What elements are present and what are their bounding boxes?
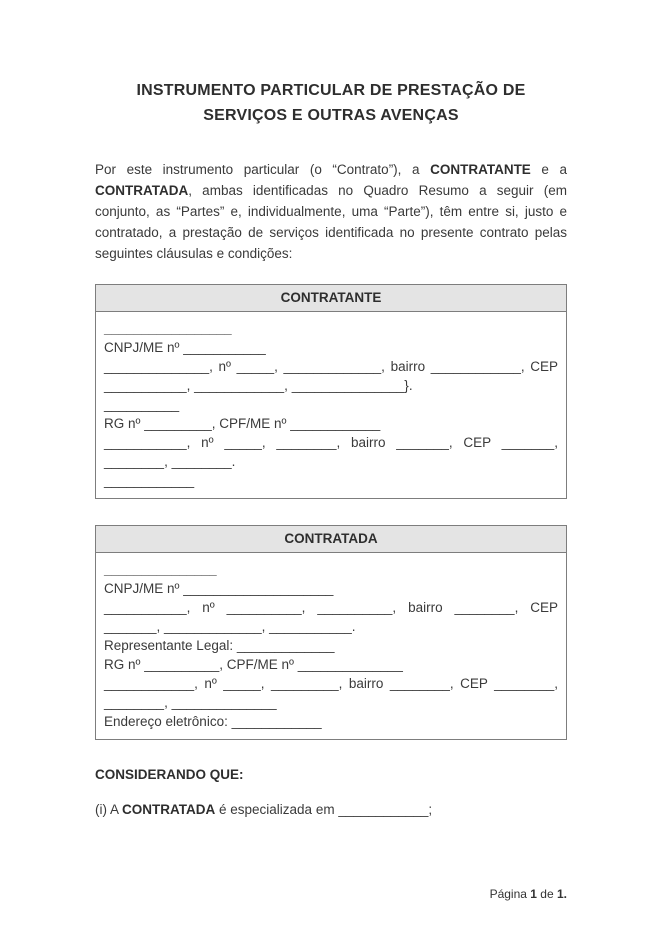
contratada-box-header: CONTRATADA: [96, 526, 566, 553]
intro-text: , ambas identificadas no Quadro Resumo a seguir (em conjunto, as “Partes” e, individualmente, uma “Parte”), têm entre si, justo e contratado, a prestação de serviços identificada no presente contrato pelas seguintes cláusulas e condições:: [95, 183, 567, 261]
clause-i: [95, 802, 567, 817]
contratada-cnpj-line: CNPJ/ME nº ____________________: [104, 581, 334, 596]
footer-label: Página: [489, 887, 531, 901]
clause-i-term-contratada: CONTRATADA: [122, 802, 216, 817]
contratante-box: [95, 284, 567, 499]
contratante-address-line-2: ___________, nº _____, ________, bairro _______, CEP _______, ________, ________.: [104, 435, 558, 469]
document-content: [95, 78, 567, 817]
contratada-address-line: ___________, nº __________, __________, bairro ________, CEP _______, _____________, ___________.: [104, 600, 558, 634]
document-title-line1: INSTRUMENTO PARTICULAR DE PRESTAÇÃO DE: [136, 82, 526, 99]
intro-text: e a: [530, 162, 567, 177]
contratante-box-header: CONTRATANTE: [96, 285, 566, 312]
footer-current-page: 1: [530, 887, 537, 901]
contratante-box-body: [96, 312, 566, 498]
contratada-box: [95, 525, 567, 740]
footer-period: .: [563, 887, 567, 901]
intro-text: Por este instrumento particular (o “Contrato”), a: [95, 162, 431, 177]
contratada-box-body: [96, 553, 566, 739]
contratada-address-line-2: ____________, nº _____, _________, bairro ________, CEP ________, ________, ______________: [104, 676, 558, 710]
intro-term-contratada: CONTRATADA: [95, 183, 189, 198]
contratante-blank-line-2: ____________: [104, 473, 195, 488]
clause-i-text: (i) A: [95, 802, 123, 817]
document-title: [95, 78, 567, 128]
contratante-name-blank-line: _________________: [104, 321, 232, 336]
intro-paragraph: [95, 159, 567, 264]
footer-total-pages: 1: [556, 887, 564, 901]
contratada-email-line: Endereço eletrônico: ____________: [104, 714, 322, 729]
intro-term-contratante: CONTRATANTE: [430, 162, 531, 177]
contratante-blank-line: __________: [104, 397, 180, 412]
contratante-cnpj-line: CNPJ/ME nº ___________: [104, 340, 266, 355]
contratada-rg-cpf-line: RG nº __________, CPF/ME nº ______________: [104, 657, 403, 672]
contratada-representante-line: Representante Legal: _____________: [104, 638, 335, 653]
page-footer: [490, 887, 567, 901]
clause-i-text-end: é especializada em ____________;: [215, 802, 433, 817]
document-title-line2: SERVIÇOS E OUTRAS AVENÇAS: [203, 107, 459, 124]
considerando-heading: CONSIDERANDO QUE:: [95, 767, 244, 782]
contratante-rg-cpf-line: RG nº _________, CPF/ME nº ____________: [104, 416, 381, 431]
contratada-name-blank-line: _______________: [104, 562, 217, 577]
footer-separator: de: [536, 887, 557, 901]
contratante-address-line: ______________, nº _____, _____________, bairro ____________, CEP ___________, ____________, _______________}.: [104, 359, 558, 393]
